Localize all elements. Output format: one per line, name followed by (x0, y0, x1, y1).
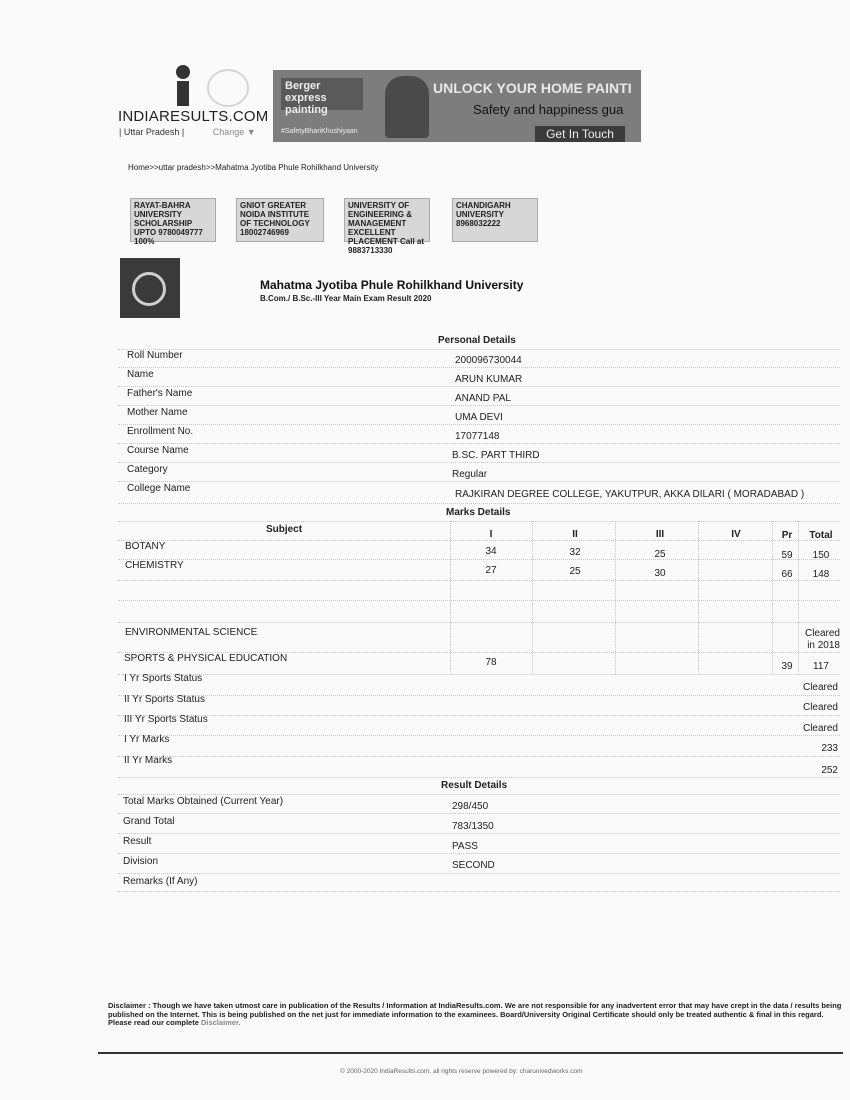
banner-cta-button[interactable]: Get In Touch (535, 126, 625, 142)
divider (118, 349, 840, 350)
col-ii: II (572, 529, 578, 540)
divider (118, 891, 840, 892)
col-total: Total (809, 530, 833, 541)
table-cell: 39 (781, 661, 793, 672)
state-selector (119, 127, 256, 137)
divider (118, 600, 840, 601)
status-value: Cleared (802, 702, 838, 713)
table-row-subject: SPORTS & PHYSICAL EDUCATION (124, 653, 288, 664)
category-value: Regular (452, 469, 488, 480)
table-cell: 32 (569, 547, 581, 558)
college-value: RAJKIRAN DEGREE COLLEGE, YAKUTPUR, AKKA DILARI ( MORADABAD ) (455, 489, 805, 500)
divider (118, 715, 840, 716)
grand-total-value: 783/1350 (452, 821, 494, 832)
divider (118, 580, 840, 581)
divider (118, 674, 840, 675)
divider (118, 853, 840, 854)
table-cell: 59 (781, 550, 793, 561)
father-name-label: Father's Name (127, 388, 193, 399)
roll-number-value: 200096730044 (455, 355, 522, 366)
banner-subline: Safety and happiness gua (473, 102, 624, 117)
col-iv: IV (731, 529, 741, 540)
roll-number-label: Roll Number (127, 350, 183, 361)
ad-rayat-bahra[interactable]: RAYAT-BAHRA UNIVERSITY SCHOLARSHIP UPTO 9780049777 100% (130, 198, 216, 242)
divider (118, 481, 840, 482)
change-state-link[interactable]: Change ▼ (212, 127, 256, 137)
table-cell: 148 (812, 569, 830, 580)
divider (118, 873, 840, 874)
name-label: Name (127, 369, 154, 380)
university-name: Mahatma Jyotiba Phule Rohilkhand University (260, 278, 524, 292)
divider (118, 443, 840, 444)
total-marks-value: 298/450 (452, 801, 489, 812)
divider (118, 462, 840, 463)
table-cell: 25 (654, 549, 666, 560)
status-value: 233 (821, 743, 838, 754)
divider (118, 735, 840, 736)
grand-total-label: Grand Total (123, 816, 175, 827)
divider (118, 794, 840, 795)
personal-details-heading: Personal Details (438, 335, 516, 346)
disclaimer (108, 1002, 842, 1028)
col-iii: III (655, 529, 665, 540)
division-label: Division (123, 856, 159, 867)
table-cell: 150 (812, 550, 830, 561)
table-cell: Cleared in 2018 (804, 628, 840, 651)
divider (118, 622, 840, 623)
ad-chandigarh-university[interactable]: CHANDIGARH UNIVERSITY 8968032222 (452, 198, 538, 242)
status-label: I Yr Marks (124, 734, 170, 745)
table-cell: 117 (813, 661, 829, 672)
ad-uem[interactable]: UNIVERSITY OF ENGINEERING & MANAGEMENT EXCELLENT PLACEMENT Call at 9883713330 (344, 198, 430, 242)
divider (118, 540, 840, 541)
table-cell: 78 (485, 657, 497, 668)
status-label: II Yr Sports Status (124, 694, 205, 705)
divider (118, 813, 840, 814)
divider (118, 503, 840, 504)
paint-banner-ad[interactable] (273, 70, 641, 142)
globe-watermark-icon (206, 68, 250, 108)
disclaimer-link[interactable]: Disclaimer. (200, 1018, 241, 1027)
divider (118, 367, 840, 368)
result-value: PASS (452, 841, 478, 852)
exam-title: B.Com./ B.Sc.-III Year Main Exam Result 2020 (260, 294, 432, 303)
table-row-subject: BOTANY (125, 541, 166, 552)
mother-name-label: Mother Name (127, 407, 188, 418)
status-label: II Yr Marks (124, 755, 173, 766)
table-cell: 66 (781, 569, 793, 580)
col-i: I (489, 529, 493, 540)
result-details-heading: Result Details (441, 780, 508, 791)
result-label: Result (123, 836, 152, 847)
copyright: © 2000-2020 IndiaResults.com, all rights reserve powered by: charunivedworks.com (340, 1068, 583, 1075)
banner-tagline: #SafetyBhariKhushiyaan (281, 128, 358, 135)
divider (118, 756, 840, 757)
table-cell: 25 (569, 566, 581, 577)
marks-details-heading: Marks Details (446, 507, 511, 518)
college-label: College Name (127, 483, 191, 494)
enrollment-label: Enrollment No. (127, 426, 194, 437)
banner-headline: UNLOCK YOUR HOME PAINTI (433, 80, 632, 96)
disclaimer-text: Disclaimer : Though we have taken utmost care in publication of the Results / Information at IndiaResults.com. We are not responsible for any inadvertent error that may have crept in the data / results being published on the Internet. This is being published on the net just for immediate information to the examinees. Board/University Original Certificate should only be treated authentic & final in this regard. Please read our complete (108, 1001, 842, 1027)
indiaresults-logo-icon[interactable] (168, 64, 198, 106)
mother-name-value: UMA DEVI (455, 412, 503, 423)
banner-painter-image (385, 76, 429, 138)
course-value: B.SC. PART THIRD (452, 450, 540, 461)
table-row-subject: ENVIRONMENTAL SCIENCE (125, 627, 258, 638)
university-seal-icon (120, 258, 180, 318)
col-subject: Subject (265, 524, 303, 535)
divider (118, 405, 840, 406)
status-label: I Yr Sports Status (124, 673, 203, 684)
table-cell: 30 (654, 568, 666, 579)
footer-rule (98, 1052, 843, 1054)
table-cell: 27 (485, 565, 497, 576)
divider (118, 424, 840, 425)
status-value: Cleared (802, 723, 838, 734)
divider (118, 833, 840, 834)
enrollment-value: 17077148 (455, 431, 500, 442)
table-cell: 34 (485, 546, 497, 557)
col-pr: Pr (781, 530, 793, 541)
status-value: Cleared (802, 682, 838, 693)
banner-brand: Berger express painting (281, 78, 363, 110)
divider (118, 559, 840, 560)
ad-gniot[interactable]: GNIOT GREATER NOIDA INSTITUTE OF TECHNOLOGY 18002746969 (236, 198, 324, 242)
father-name-value: ANAND PAL (455, 393, 511, 404)
divider (118, 695, 840, 696)
divider (118, 777, 840, 778)
remarks-label: Remarks (If Any) (123, 876, 198, 887)
division-value: SECOND (452, 860, 495, 871)
status-label: III Yr Sports Status (124, 714, 208, 725)
divider (118, 521, 840, 522)
site-logo-text[interactable]: INDIARESULTS.COM (118, 108, 269, 125)
category-label: Category (127, 464, 168, 475)
total-marks-label: Total Marks Obtained (Current Year) (123, 796, 284, 807)
breadcrumb[interactable]: Home>>uttar pradesh>>Mahatma Jyotiba Phule Rohilkhand University (128, 163, 379, 172)
divider (118, 386, 840, 387)
table-row-subject: CHEMISTRY (125, 560, 184, 571)
course-label: Course Name (127, 445, 189, 456)
state-label: | Uttar Pradesh | (119, 127, 185, 137)
status-value: 252 (821, 765, 838, 776)
name-value: ARUN KUMAR (455, 374, 523, 385)
